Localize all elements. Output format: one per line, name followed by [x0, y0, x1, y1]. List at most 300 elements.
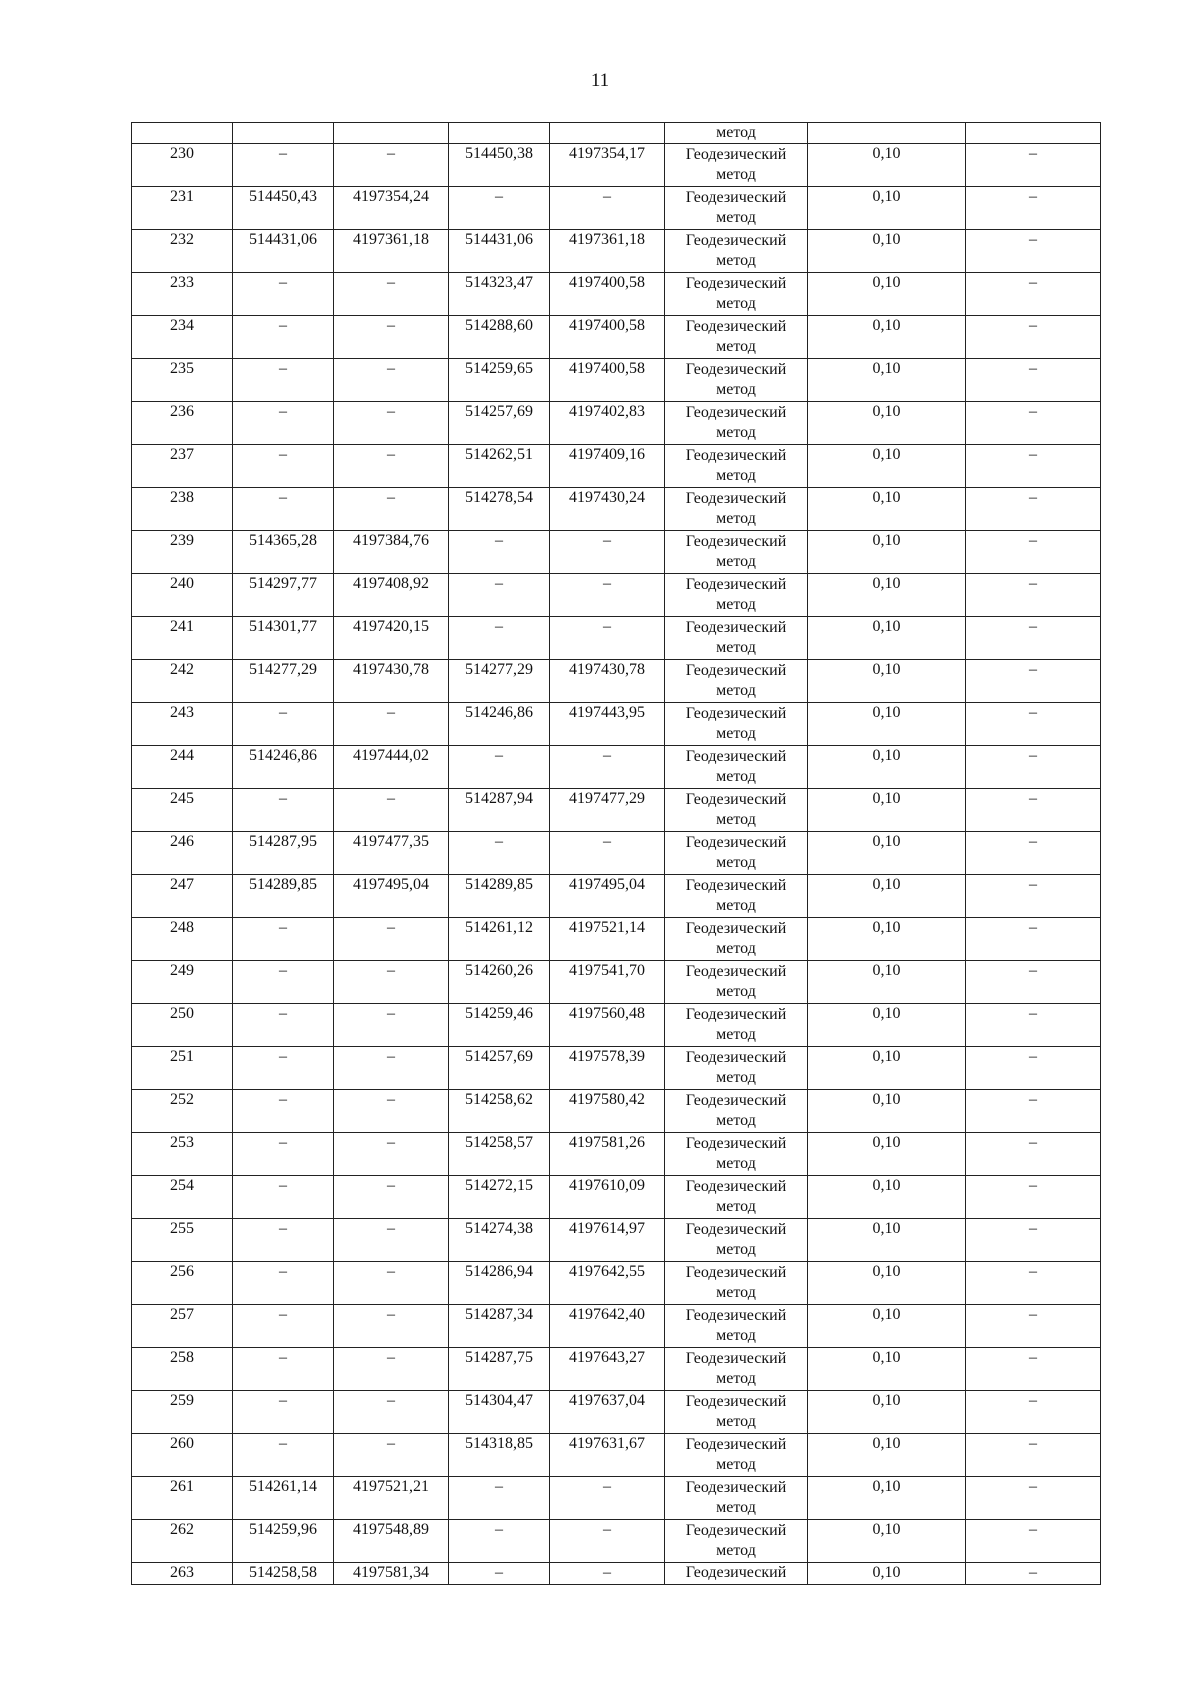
cell-point-number: 257 — [132, 1305, 233, 1348]
cell-existing-y: – — [334, 1348, 449, 1391]
table-row — [132, 1004, 1101, 1047]
cell-method — [665, 1434, 808, 1477]
cell-accuracy: 0,10 — [808, 660, 966, 703]
cell-method — [665, 1004, 808, 1047]
method-line-2: метод — [716, 897, 756, 914]
method-line-2: метод — [716, 295, 756, 312]
method-line-1: Геодезический — [685, 1135, 787, 1152]
cell-method — [665, 1090, 808, 1133]
method-line-1: Геодезический — [685, 404, 787, 421]
method-line-2: метод — [716, 983, 756, 1000]
cell-new-y: 4197610,09 — [550, 1176, 665, 1219]
cell-method — [665, 144, 808, 187]
cell-existing-y: – — [334, 703, 449, 746]
cell-existing-x: – — [233, 1305, 334, 1348]
cell-existing-x: 514301,77 — [233, 617, 334, 660]
method-line-1: Геодезический — [685, 791, 787, 808]
cell-description: – — [966, 1133, 1101, 1176]
method-line-1: Геодезический — [685, 1092, 787, 1109]
cell-new-y — [550, 123, 665, 144]
table-row — [132, 531, 1101, 574]
cell-existing-x: – — [233, 273, 334, 316]
cell-point-number: 234 — [132, 316, 233, 359]
table-row — [132, 918, 1101, 961]
cell-new-y: 4197560,48 — [550, 1004, 665, 1047]
method-line-1: Геодезический — [685, 1350, 787, 1367]
cell-method — [665, 918, 808, 961]
cell-point-number: 260 — [132, 1434, 233, 1477]
cell-new-y: 4197409,16 — [550, 445, 665, 488]
cell-new-x: 514287,34 — [449, 1305, 550, 1348]
cell-accuracy: 0,10 — [808, 359, 966, 402]
cell-existing-x: 514258,58 — [233, 1563, 334, 1585]
cell-new-x: 514277,29 — [449, 660, 550, 703]
cell-existing-y: 4197548,89 — [334, 1520, 449, 1563]
cell-accuracy: 0,10 — [808, 1047, 966, 1090]
cell-accuracy: 0,10 — [808, 1391, 966, 1434]
cell-existing-y: 4197408,92 — [334, 574, 449, 617]
method-line-2: метод — [716, 940, 756, 957]
cell-method — [665, 875, 808, 918]
method-line-2: метод — [716, 1241, 756, 1258]
cell-point-number: 251 — [132, 1047, 233, 1090]
cell-description: – — [966, 1176, 1101, 1219]
method-line-2: метод — [716, 1069, 756, 1086]
cell-point-number: 250 — [132, 1004, 233, 1047]
cell-method — [665, 1262, 808, 1305]
cell-point-number: 263 — [132, 1563, 233, 1585]
cell-new-y: 4197430,78 — [550, 660, 665, 703]
cell-description: – — [966, 1047, 1101, 1090]
cell-point-number: 231 — [132, 187, 233, 230]
cell-point-number: 252 — [132, 1090, 233, 1133]
cell-description: – — [966, 832, 1101, 875]
table-row — [132, 1520, 1101, 1563]
method-line-1: Геодезический — [685, 1006, 787, 1023]
table-row-last — [132, 1563, 1101, 1585]
table-row — [132, 746, 1101, 789]
cell-point-number: 246 — [132, 832, 233, 875]
cell-new-y: 4197581,26 — [550, 1133, 665, 1176]
table-row — [132, 660, 1101, 703]
cell-existing-y: – — [334, 1305, 449, 1348]
method-line-2: метод — [716, 1112, 756, 1129]
cell-existing-x: 514259,96 — [233, 1520, 334, 1563]
cell-description: – — [966, 703, 1101, 746]
cell-point-number: 245 — [132, 789, 233, 832]
cell-point-number: 238 — [132, 488, 233, 531]
cell-description: – — [966, 1090, 1101, 1133]
cell-existing-y: 4197354,24 — [334, 187, 449, 230]
cell-new-x: 514289,85 — [449, 875, 550, 918]
cell-description: – — [966, 230, 1101, 273]
cell-existing-x: 514431,06 — [233, 230, 334, 273]
method-line-2: метод — [716, 1284, 756, 1301]
cell-new-x: – — [449, 1477, 550, 1520]
cell-new-x: 514318,85 — [449, 1434, 550, 1477]
cell-existing-x: 514287,95 — [233, 832, 334, 875]
cell-new-y: 4197643,27 — [550, 1348, 665, 1391]
cell-new-y: 4197521,14 — [550, 918, 665, 961]
cell-new-x: 514286,94 — [449, 1262, 550, 1305]
cell-description: – — [966, 531, 1101, 574]
method-line-1: Геодезический — [685, 1049, 787, 1066]
method-line-2: метод — [716, 1370, 756, 1387]
cell-description: – — [966, 1262, 1101, 1305]
cell-point-number: 248 — [132, 918, 233, 961]
cell-description: – — [966, 961, 1101, 1004]
cell-new-y: 4197400,58 — [550, 273, 665, 316]
cell-existing-y: 4197420,15 — [334, 617, 449, 660]
cell-new-x: 514287,75 — [449, 1348, 550, 1391]
cell-method — [665, 1219, 808, 1262]
table-row — [132, 1262, 1101, 1305]
cell-point-number: 241 — [132, 617, 233, 660]
cell-existing-y: 4197430,78 — [334, 660, 449, 703]
table-row — [132, 359, 1101, 402]
table-row — [132, 402, 1101, 445]
cell-existing-y: – — [334, 1090, 449, 1133]
cell-new-y: – — [550, 531, 665, 574]
cell-accuracy: 0,10 — [808, 144, 966, 187]
cell-new-y: 4197631,67 — [550, 1434, 665, 1477]
cell-method — [665, 1305, 808, 1348]
method-line-1: Геодезический — [685, 576, 787, 593]
cell-new-x: 514450,38 — [449, 144, 550, 187]
cell-existing-y: 4197521,21 — [334, 1477, 449, 1520]
cell-method — [665, 703, 808, 746]
cell-existing-y: – — [334, 1219, 449, 1262]
cell-description: – — [966, 617, 1101, 660]
cell-new-x: 514304,47 — [449, 1391, 550, 1434]
method-line-2: метод — [716, 639, 756, 656]
cell-new-x: – — [449, 531, 550, 574]
cell-method: метод — [665, 123, 808, 144]
cell-new-y: 4197495,04 — [550, 875, 665, 918]
cell-existing-x: – — [233, 144, 334, 187]
cell-description: – — [966, 660, 1101, 703]
cell-accuracy: 0,10 — [808, 187, 966, 230]
cell-accuracy: 0,10 — [808, 531, 966, 574]
method-line-2: метод — [716, 1499, 756, 1516]
cell-point-number: 258 — [132, 1348, 233, 1391]
table-row — [132, 316, 1101, 359]
table-row — [132, 1477, 1101, 1520]
cell-new-x: 514272,15 — [449, 1176, 550, 1219]
method-line-2: метод — [716, 166, 756, 183]
cell-existing-y: – — [334, 359, 449, 402]
cell-point-number: 253 — [132, 1133, 233, 1176]
cell-existing-y: – — [334, 1004, 449, 1047]
cell-accuracy: 0,10 — [808, 789, 966, 832]
cell-accuracy: 0,10 — [808, 1090, 966, 1133]
method-line-2: метод — [716, 596, 756, 613]
cell-existing-x: – — [233, 1176, 334, 1219]
table-row — [132, 617, 1101, 660]
cell-point-number: 236 — [132, 402, 233, 445]
cell-existing-x: – — [233, 703, 334, 746]
cell-new-y: 4197614,97 — [550, 1219, 665, 1262]
method-line-1: Геодезический — [685, 189, 787, 206]
cell-method — [665, 1520, 808, 1563]
cell-existing-x: – — [233, 316, 334, 359]
method-line-1: Геодезический — [685, 1264, 787, 1281]
cell-description: – — [966, 875, 1101, 918]
cell-accuracy: 0,10 — [808, 832, 966, 875]
cell-method — [665, 617, 808, 660]
cell-existing-y: – — [334, 316, 449, 359]
method-line-1: Геодезический — [685, 748, 787, 765]
method-line-1: Геодезический — [685, 1436, 787, 1453]
method-line-2: метод — [716, 381, 756, 398]
method-line-1: Геодезический — [685, 1479, 787, 1496]
cell-new-x: – — [449, 832, 550, 875]
cell-existing-x: 514365,28 — [233, 531, 334, 574]
cell-existing-y: 4197495,04 — [334, 875, 449, 918]
cell-method — [665, 1348, 808, 1391]
cell-method — [665, 1176, 808, 1219]
cell-new-x: 514258,62 — [449, 1090, 550, 1133]
cell-existing-x: 514246,86 — [233, 746, 334, 789]
cell-method — [665, 187, 808, 230]
table-row — [132, 445, 1101, 488]
cell-accuracy: 0,10 — [808, 1004, 966, 1047]
cell-method — [665, 488, 808, 531]
cell-point-number: 244 — [132, 746, 233, 789]
cell-new-x: 514323,47 — [449, 273, 550, 316]
cell-new-y: – — [550, 832, 665, 875]
method-line-1: Геодезический — [685, 447, 787, 464]
cell-existing-x: – — [233, 1133, 334, 1176]
cell-existing-y: – — [334, 445, 449, 488]
cell-accuracy: 0,10 — [808, 1305, 966, 1348]
cell-method — [665, 1133, 808, 1176]
cell-new-x: – — [449, 617, 550, 660]
cell-new-y: – — [550, 187, 665, 230]
method-line-2: метод — [716, 1542, 756, 1559]
cell-new-x — [449, 123, 550, 144]
method-line-1: Геодезический — [685, 232, 787, 249]
cell-new-x: 514258,57 — [449, 1133, 550, 1176]
cell-description: – — [966, 1004, 1101, 1047]
cell-point-number: 256 — [132, 1262, 233, 1305]
cell-description: – — [966, 1305, 1101, 1348]
cell-description: – — [966, 746, 1101, 789]
cell-point-number: 247 — [132, 875, 233, 918]
cell-existing-y: – — [334, 1391, 449, 1434]
method-line-2: метод — [716, 1413, 756, 1430]
cell-point-number: 242 — [132, 660, 233, 703]
table-row — [132, 574, 1101, 617]
table-row — [132, 1133, 1101, 1176]
cell-method — [665, 961, 808, 1004]
method-line-1: Геодезический — [685, 361, 787, 378]
method-line-2: метод — [716, 768, 756, 785]
cell-existing-y: 4197477,35 — [334, 832, 449, 875]
cell-accuracy: 0,10 — [808, 1176, 966, 1219]
cell-point-number: 243 — [132, 703, 233, 746]
cell-method — [665, 531, 808, 574]
cell-new-x: – — [449, 187, 550, 230]
cell-new-x: 514257,69 — [449, 402, 550, 445]
cell-point-number: 239 — [132, 531, 233, 574]
cell-existing-y: 4197384,76 — [334, 531, 449, 574]
cell-new-y: 4197430,24 — [550, 488, 665, 531]
cell-accuracy — [808, 123, 966, 144]
cell-point-number: 230 — [132, 144, 233, 187]
cell-existing-x: – — [233, 1219, 334, 1262]
cell-existing-y: – — [334, 1262, 449, 1305]
cell-existing-x: 514289,85 — [233, 875, 334, 918]
table-row — [132, 230, 1101, 273]
cell-existing-y: – — [334, 918, 449, 961]
cell-existing-x: 514297,77 — [233, 574, 334, 617]
cell-existing-x: – — [233, 1090, 334, 1133]
cell-accuracy: 0,10 — [808, 1348, 966, 1391]
cell-existing-x: – — [233, 488, 334, 531]
cell-existing-x: – — [233, 1391, 334, 1434]
method-line-2: метод — [716, 854, 756, 871]
cell-new-y: – — [550, 574, 665, 617]
cell-point-number: 232 — [132, 230, 233, 273]
cell-existing-x — [233, 123, 334, 144]
cell-accuracy: 0,10 — [808, 273, 966, 316]
cell-description: – — [966, 488, 1101, 531]
cell-existing-x: – — [233, 359, 334, 402]
cell-existing-x: – — [233, 961, 334, 1004]
method-line-1: Геодезический — [685, 920, 787, 937]
method-line-1: Геодезический — [685, 275, 787, 292]
cell-new-y: 4197580,42 — [550, 1090, 665, 1133]
table-row — [132, 1305, 1101, 1348]
method-line-2: метод — [716, 811, 756, 828]
cell-description: – — [966, 187, 1101, 230]
table-row — [132, 144, 1101, 187]
cell-existing-y: – — [334, 1047, 449, 1090]
table-row — [132, 1219, 1101, 1262]
cell-new-x: 514259,65 — [449, 359, 550, 402]
cell-description: – — [966, 316, 1101, 359]
cell-new-y: 4197642,40 — [550, 1305, 665, 1348]
cell-new-x: 514431,06 — [449, 230, 550, 273]
method-line-2: метод — [716, 467, 756, 484]
cell-existing-x: – — [233, 402, 334, 445]
cell-existing-x: – — [233, 1004, 334, 1047]
method-line-1: Геодезический — [685, 146, 787, 163]
method-line-2: метод — [716, 1456, 756, 1473]
cell-new-x: 514259,46 — [449, 1004, 550, 1047]
cell-method — [665, 660, 808, 703]
cell-new-x: 514246,86 — [449, 703, 550, 746]
cell-description: – — [966, 574, 1101, 617]
cell-existing-y: 4197444,02 — [334, 746, 449, 789]
cell-existing-x: – — [233, 918, 334, 961]
cell-new-y: – — [550, 1520, 665, 1563]
cell-description: – — [966, 359, 1101, 402]
cell-accuracy: 0,10 — [808, 918, 966, 961]
cell-new-x: – — [449, 746, 550, 789]
cell-point-number: 261 — [132, 1477, 233, 1520]
cell-new-y: 4197361,18 — [550, 230, 665, 273]
table-row — [132, 187, 1101, 230]
method-line-1: Геодезический — [685, 318, 787, 335]
cell-method: Геодезический — [665, 1563, 808, 1585]
cell-description: – — [966, 918, 1101, 961]
cell-new-y: 4197400,58 — [550, 359, 665, 402]
method-line-2: метод — [716, 1155, 756, 1172]
table-row — [132, 832, 1101, 875]
cell-point-number: 255 — [132, 1219, 233, 1262]
cell-description: – — [966, 1219, 1101, 1262]
cell-accuracy: 0,10 — [808, 746, 966, 789]
method-line-1: Геодезический — [685, 619, 787, 636]
method-line-1: Геодезический — [685, 705, 787, 722]
cell-method — [665, 1047, 808, 1090]
cell-existing-y: – — [334, 1133, 449, 1176]
cell-new-y: – — [550, 1477, 665, 1520]
cell-accuracy: 0,10 — [808, 1477, 966, 1520]
cell-existing-y — [334, 123, 449, 144]
cell-accuracy: 0,10 — [808, 1520, 966, 1563]
cell-point-number: 259 — [132, 1391, 233, 1434]
cell-point-number: 233 — [132, 273, 233, 316]
method-line-1: Геодезический — [685, 662, 787, 679]
method-line-2: метод — [716, 725, 756, 742]
cell-new-x: 514274,38 — [449, 1219, 550, 1262]
method-line-1: Геодезический — [685, 834, 787, 851]
cell-method — [665, 230, 808, 273]
cell-new-x: 514288,60 — [449, 316, 550, 359]
table-row — [132, 273, 1101, 316]
cell-description: – — [966, 273, 1101, 316]
method-line-1: Геодезический — [685, 1307, 787, 1324]
cell-existing-y: – — [334, 402, 449, 445]
method-line-1: Геодезический — [685, 963, 787, 980]
table-row — [132, 1391, 1101, 1434]
cell-accuracy: 0,10 — [808, 703, 966, 746]
cell-new-y: 4197578,39 — [550, 1047, 665, 1090]
cell-accuracy: 0,10 — [808, 1563, 966, 1585]
method-line-2: метод — [716, 209, 756, 226]
cell-new-y: 4197477,29 — [550, 789, 665, 832]
cell-description: – — [966, 1434, 1101, 1477]
cell-description: – — [966, 1563, 1101, 1585]
cell-existing-x: – — [233, 789, 334, 832]
cell-new-x: 514278,54 — [449, 488, 550, 531]
cell-existing-x: 514261,14 — [233, 1477, 334, 1520]
cell-accuracy: 0,10 — [808, 1434, 966, 1477]
page-number: 11 — [590, 70, 610, 91]
table-row — [132, 703, 1101, 746]
method-line-1: Геодезический — [685, 1522, 787, 1539]
cell-accuracy: 0,10 — [808, 402, 966, 445]
method-line-1: Геодезический — [685, 533, 787, 550]
cell-description: – — [966, 144, 1101, 187]
cell-existing-x: 514277,29 — [233, 660, 334, 703]
method-line-2: метод — [716, 424, 756, 441]
cell-accuracy: 0,10 — [808, 1219, 966, 1262]
cell-existing-y: – — [334, 273, 449, 316]
cell-method — [665, 316, 808, 359]
cell-description: – — [966, 1348, 1101, 1391]
cell-method — [665, 574, 808, 617]
method-line-2: метод — [716, 338, 756, 355]
cell-accuracy: 0,10 — [808, 230, 966, 273]
cell-point-number: 235 — [132, 359, 233, 402]
cell-existing-x: – — [233, 1434, 334, 1477]
table-row — [132, 961, 1101, 1004]
table-row — [132, 1090, 1101, 1133]
